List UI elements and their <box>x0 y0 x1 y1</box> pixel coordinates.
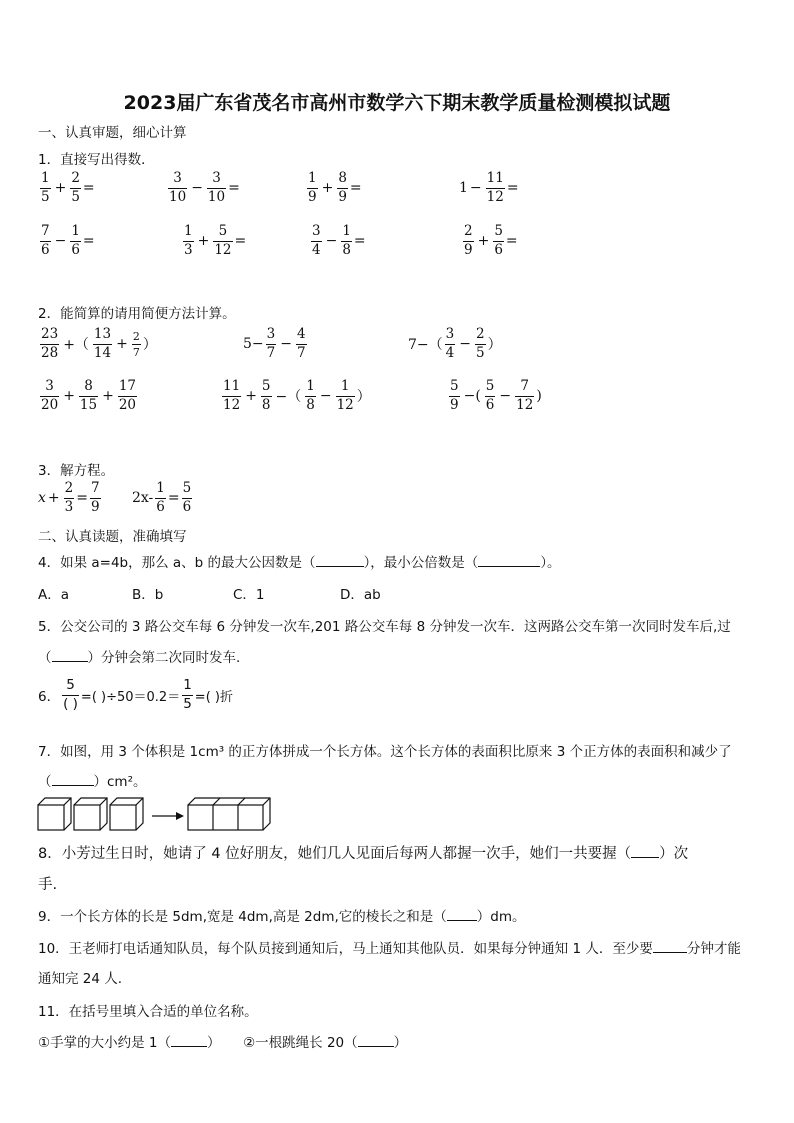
cube-2 <box>74 798 107 830</box>
fraction: $\frac{1}{5}$ <box>41 170 50 205</box>
q9-text: 9．一个长方体的长是 5dm,宽是 4dm,高是 2dm,它的棱长之和是（ ）dm。 <box>38 909 526 925</box>
q1-expr-6: $\frac{1}{3}$ + $\frac{5}{12}$ = <box>184 223 247 258</box>
q4-option-b[interactable]: B．b <box>132 587 164 603</box>
q4-option-a[interactable]: A．a <box>38 587 70 603</box>
q1-expr-4: 1 − $\frac{11}{12}$ = <box>459 170 519 205</box>
answer-blank[interactable] <box>316 566 364 567</box>
q5-line-2: （ ）分钟会第二次同时发车. <box>38 650 241 666</box>
section-heading-2: 二、认真读题，准确填写 <box>38 529 187 545</box>
arrow-icon <box>152 812 184 820</box>
q1-expr-5: $\frac{7}{6}$ − $\frac{1}{6}$ = <box>41 223 95 258</box>
answer-blank[interactable] <box>447 920 477 921</box>
q4-option-c[interactable]: C．1 <box>233 587 265 603</box>
q5-line-1: 5．公交公司的 3 路公交车每 6 分钟发一次车,201 路公交车每 8 分钟发一次车．这两路公交车第一次同时发车后,过 <box>38 619 731 635</box>
q3-equation-2: 2x- $\frac{1}{6}$ = $\frac{5}{6}$ <box>132 480 192 515</box>
answer-blank[interactable] <box>171 1046 207 1047</box>
cube-1 <box>38 798 71 830</box>
q1-expr-2: $\frac{3}{10}$ − $\frac{3}{10}$ = <box>169 170 240 205</box>
q2-label: 2．能简算的请用简便方法计算。 <box>38 306 236 322</box>
fraction: $\frac{2}{5}$ <box>71 170 80 205</box>
q1-label: 1．直接写出得数． <box>38 152 155 168</box>
answer-blank[interactable] <box>52 785 94 786</box>
answer-blank[interactable] <box>631 857 659 858</box>
cuboid <box>188 798 270 830</box>
q3-label: 3．解方程。 <box>38 463 115 479</box>
q1-expr-8: $\frac{2}{9}$ + $\frac{5}{6}$ = <box>464 223 518 258</box>
q2-expr-4: $\frac{3}{20}$ + $\frac{8}{15}$ + $\frac{17}{20}$ <box>41 378 137 413</box>
q4-option-d[interactable]: D．ab <box>340 587 381 603</box>
cubes-figure <box>36 796 276 832</box>
q1-expr-3: $\frac{1}{9}$ + $\frac{8}{9}$ = <box>308 170 362 205</box>
q7-line-2: （ ）cm²。 <box>38 774 147 790</box>
q1-expr-7: $\frac{3}{4}$ − $\frac{1}{8}$ = <box>312 223 366 258</box>
cube-3 <box>110 798 143 830</box>
q4-text: 4．如果 a=4b，那么 a、b 的最大公因数是（ ），最小公倍数是（ ）。 <box>38 555 561 571</box>
q11-label: 11．在括号里填入合适的单位名称。 <box>38 1004 258 1020</box>
section-heading-1: 一、认真审题，细心计算 <box>38 125 187 141</box>
q10-line-2: 通知完 24 人. <box>38 971 123 987</box>
q2-expr-2: 5− $\frac{3}{7}$ − $\frac{4}{7}$ <box>243 326 306 361</box>
q10-line-1: 10．王老师打电话通知队员，每个队员接到通知后，马上通知其他队员．如果每分钟通知 1 人．至少要 分钟才能 <box>38 941 741 957</box>
page-title: 2023届广东省茂名市高州市数学六下期末教学质量检测模拟试题 <box>123 92 671 114</box>
q3-equation-1: x + $\frac{2}{3}$ = $\frac{7}{9}$ <box>38 480 100 515</box>
q2-expr-1: $\frac{23}{28}$ +（ $\frac{13}{14}$ + $\frac{2}{7}$ ） <box>41 326 157 361</box>
q1-expr-1: $\frac{1}{5}$ + $\frac{2}{5}$ = <box>41 170 95 205</box>
answer-blank[interactable] <box>478 566 540 567</box>
q8-line-1: 8．小芳过生日时，她请了 4 位好朋友，她们几人见面后每两人都握一次手，她们一共要握（ ）次 <box>38 846 689 862</box>
q2-expr-3: 7−（ $\frac{3}{4}$ − $\frac{2}{5}$ ） <box>408 326 502 361</box>
answer-blank[interactable] <box>52 661 88 662</box>
q2-expr-5: $\frac{11}{12}$ + $\frac{5}{8}$ −（ $\frac{1}{8}$ − $\frac{1}{12}$ ） <box>223 378 371 413</box>
answer-blank[interactable] <box>653 952 687 953</box>
answer-blank[interactable]: ( ) <box>63 695 78 712</box>
answer-blank[interactable] <box>358 1046 394 1047</box>
q8-line-2: 手. <box>38 877 58 893</box>
q11-parts: ①手掌的大小约是 1（ ） ②一根跳绳长 20（ ） <box>38 1035 408 1051</box>
q7-line-1: 7．如图，用 3 个体积是 1cm³ 的正方体拼成一个长方体。这个长方体的表面积比原来 3 个正方体的表面积和减少了 <box>38 744 732 760</box>
q6-expression: 6． $\frac{5}{( )}$ =( )÷50＝0.2＝ $\frac{1}{5}$ =( )折 <box>38 677 233 712</box>
q2-expr-6: $\frac{5}{9}$ −( $\frac{5}{6}$ − $\frac{7}{12}$ ) <box>450 378 542 413</box>
